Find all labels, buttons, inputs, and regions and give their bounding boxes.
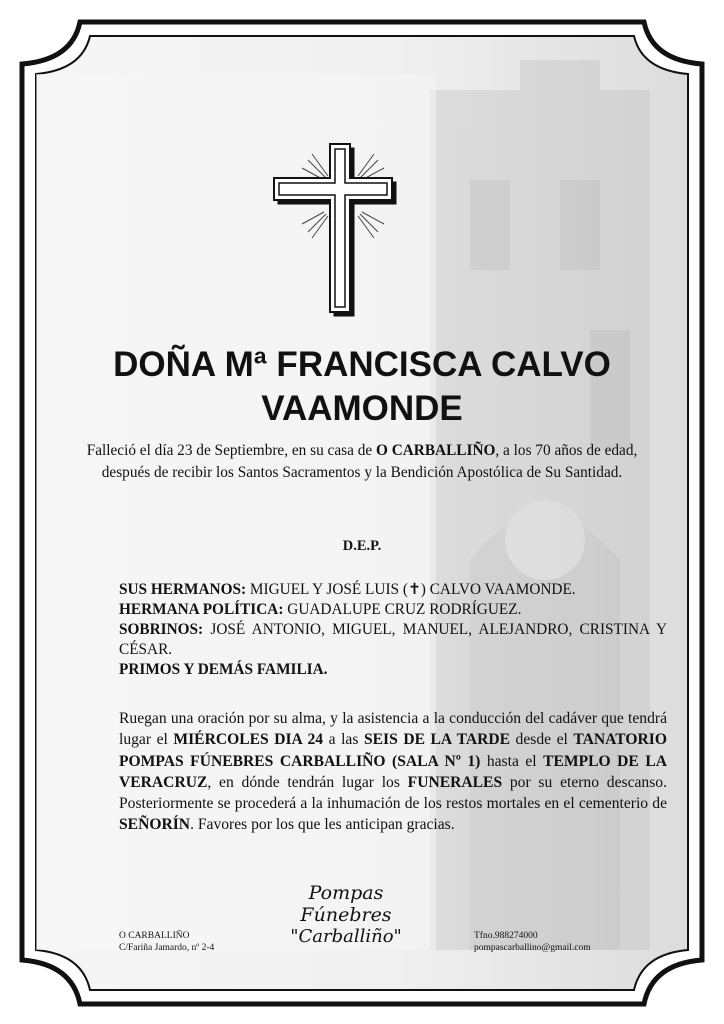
closing-time: SEIS DE LA TARDE [363,731,511,749]
sobrinos-value: JOSÉ ANTONIO, MIGUEL, MANUEL, ALEJANDRO, CRISTINA Y CÉSAR. [119,621,667,658]
closing-text-4: hasta el [480,752,544,770]
closing-text-3: desde el [510,731,574,749]
funeral-home-logo [276,882,416,948]
sobrinos-label: SOBRINOS: [119,621,204,638]
intro-place: O CARBALLIÑO [375,442,496,459]
family-primos [119,660,667,680]
closing-text-7: . Favores por los que les anticipan gracias. [190,816,455,834]
dep-label: D.E.P. [342,538,382,554]
closing-text-1: Ruegan una oración por su alma, y la asistencia a la conducción del cadáver que tendrá lugar el [119,710,667,749]
footer-street: C/Fariña Jamardo, nº 2-4 [119,943,215,953]
closing-date: MIÉRCOLES DIA 24 [173,731,324,749]
death-announcement [73,440,651,484]
hermanos-value-a: MIGUEL Y JOSÉ LUIS ( [246,581,408,598]
small-cross-icon: ✝ [407,581,421,598]
closing-text-2: a las [323,731,364,749]
hermana-label: HERMANA POLÍTICA: [119,601,284,618]
funeral-details [119,708,667,836]
closing-text-5: , en dónde tendrán lugar los [207,773,408,791]
logo-line-1: Pompas Fúnebres [300,882,392,926]
closing-text-6: por su eterno descanso. Posteriormente se procederá a la inhumación de los restos mortales en el cementerio de [119,773,667,813]
family-section [119,580,667,680]
family-hermana [119,600,667,620]
closing-funerales: FUNERALES [407,773,503,791]
hermana-value: GUADALUPE CRUZ RODRÍGUEZ. [283,601,522,618]
intro-prefix: Falleció el día 23 de Septiembre, en su casa de [86,442,376,459]
title-line-2: VAAMONDE [261,389,463,428]
family-hermanos [119,580,667,600]
primos-label: PRIMOS Y DEMÁS FAMILIA. [119,661,328,678]
hermanos-value-b: ) CALVO VAAMONDE. [420,581,576,598]
footer-contact [474,930,591,954]
footer-town: O CARBALLIÑO [119,931,190,941]
title-line-1: DOÑA Mª FRANCISCA CALVO [113,345,611,384]
intro-suffix: , a los 70 años de edad, después de recibir los Santos Sacramentos y la Bendición Apostólica de Su Santidad. [101,442,638,481]
hermanos-label: SUS HERMANOS: [119,581,247,598]
deceased-name [70,343,654,431]
footer-email: pompascarballino@gmail.com [474,943,591,953]
logo-line-2: "Carballiño" [290,926,402,947]
footer-phone: Tfno.988274000 [474,931,538,941]
closing-origin: TANATORIO POMPAS FÚNEBRES CARBALLIÑO (SALA Nº 1) [119,731,667,770]
closing-church: TEMPLO DE LA VERACRUZ [119,752,667,791]
family-sobrinos [119,620,667,660]
closing-cemetery: SEÑORÍN [119,816,191,834]
cross-icon [268,140,418,320]
footer-address [119,930,214,954]
